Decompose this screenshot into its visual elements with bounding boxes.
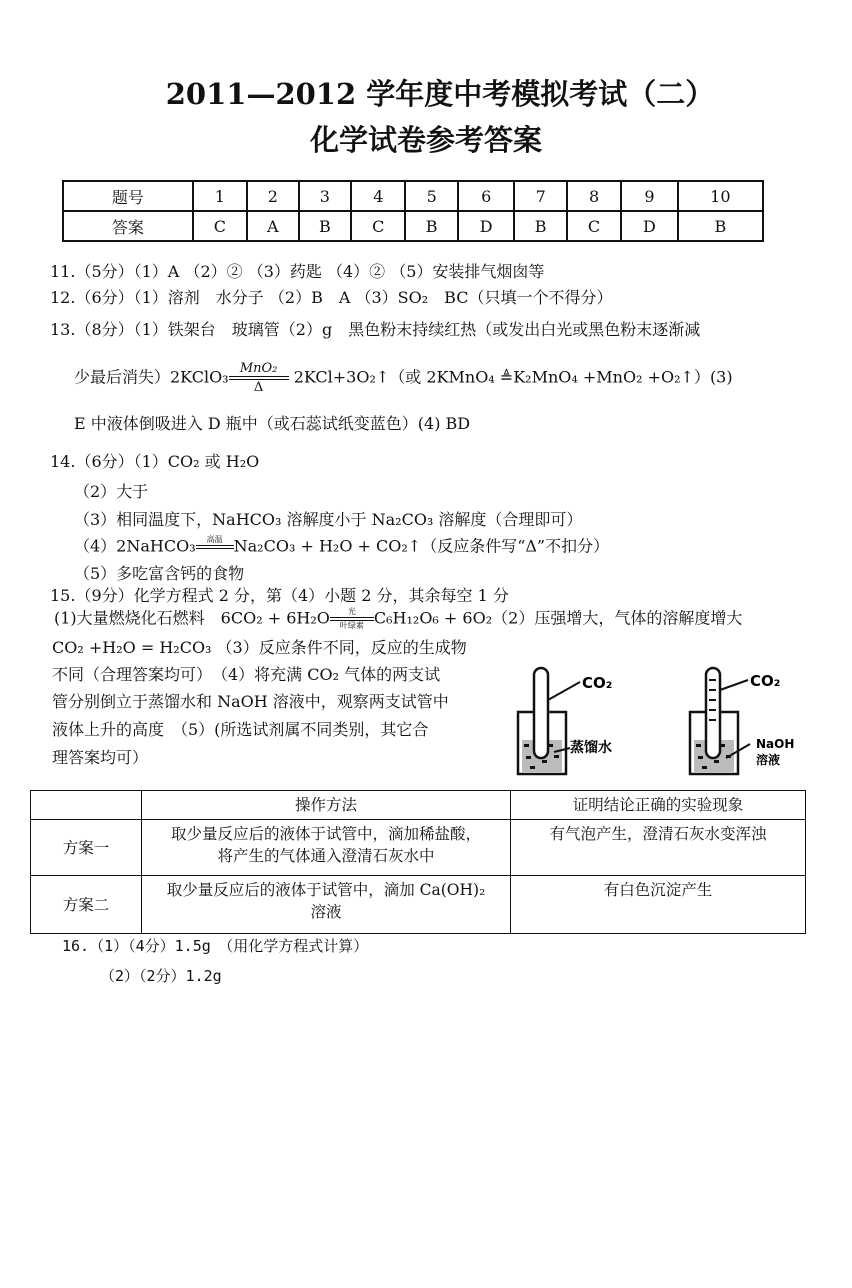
text: 取少量反应后的液体于试管中，滴加稀盐酸，	[170, 825, 481, 843]
heat-symbol: Δ	[253, 380, 264, 395]
answer-cell: B	[514, 211, 566, 241]
plan-name: 方案二	[31, 876, 142, 934]
condition: 叶绿素	[339, 621, 364, 630]
answer-q14-p3: （3）相同温度下，NaHCO₃ 溶解度小于 Na₂CO₃ 溶解度（合理即可）	[74, 510, 583, 529]
document-subtitle: 化学试卷参考答案	[309, 123, 542, 157]
question-number: 9	[621, 181, 678, 211]
condition: 高温	[206, 535, 223, 544]
table-row	[31, 876, 806, 934]
answer-q11: 11.（5分）（1）A （2）② （3）药匙 （4）② （5）安装排气烟囱等	[50, 262, 545, 281]
answer-cell: A	[247, 211, 299, 241]
column-header: 操作方法	[142, 791, 511, 820]
question-number: 5	[405, 181, 457, 211]
liquid-label: 溶液	[756, 753, 781, 767]
answer-cell: C	[567, 211, 621, 241]
plan-result: 有白色沉淀产生	[511, 876, 806, 934]
condition: 光	[347, 607, 356, 616]
column-header: 证明结论正确的实验现象	[511, 791, 806, 820]
answer-q15-l2: CO₂ +H₂O = H₂CO₃ （3）反应条件不同，反应的生成物	[52, 638, 467, 657]
text: 取少量反应后的液体于试管中，滴加 Ca(OH)₂	[166, 881, 486, 899]
answer-q13-line1: 13.（8分）（1）铁架台 玻璃管（2）g 黑色粉末持续红热（或发出白光或黑色粉末逐渐减	[50, 320, 701, 339]
answer-q13-line3: E 中液体倒吸进入 D 瓶中（或石蕊试纸变蓝色）(4) BD	[74, 414, 471, 433]
question-number: 4	[351, 181, 405, 211]
text: C₆H₁₂O₆ + 6O₂（2）压强增大，气体的溶解度增大	[373, 608, 743, 628]
plan-result: 有气泡产生，澄清石灰水变浑浊	[511, 820, 806, 876]
answer-q16-l2: （2）（2分）1.2g	[100, 967, 222, 985]
answer-q14-p2: （2）大于	[74, 482, 149, 501]
catalyst: MnO₂	[239, 361, 278, 376]
answer-q15-head: 15.（9分）化学方程式 2 分，第（4）小题 2 分，其余每空 1 分	[50, 586, 509, 605]
answer-cell: C	[193, 211, 247, 241]
question-number: 7	[514, 181, 566, 211]
table-header-row	[31, 791, 806, 820]
answer-q12: 12.（6分）（1）溶剂 水分子 （2）B A （3）SO₂ BC（只填一个不得分）	[50, 288, 613, 307]
document-title: 2011—2012 学年度中考模拟考试（二）	[165, 77, 715, 111]
text: 2KCl+3O₂↑（或 2KMnO₄ ≜K₂MnO₄ +MnO₂ +O₂↑）(3)	[288, 367, 733, 387]
question-number: 3	[299, 181, 351, 211]
experiment-diagram	[510, 660, 830, 785]
answer-cell: D	[458, 211, 515, 241]
answer-q13-line2	[74, 362, 733, 394]
text: 溶液	[310, 903, 342, 921]
beaker-naoh-solution	[690, 668, 794, 774]
answer-cell: C	[351, 211, 405, 241]
row-header: 答案	[63, 211, 193, 241]
question-number: 6	[458, 181, 515, 211]
plan-method	[142, 876, 511, 934]
gas-label: CO₂	[750, 672, 781, 690]
answer-q15-l6: 理答案均可）	[52, 748, 149, 767]
text: 少最后消失）2KClO₃	[74, 367, 229, 387]
row-header: 题号	[63, 181, 193, 211]
answer-q15-l4: 管分别倒立于蒸馏水和 NaOH 溶液中，观察两支试管中	[52, 692, 449, 711]
question-number: 2	[247, 181, 299, 211]
answer-cell: B	[405, 211, 457, 241]
text: 将产生的气体通入澄清石灰水中	[217, 847, 435, 865]
question-number: 1	[193, 181, 247, 211]
answer-table	[62, 180, 764, 242]
experiment-plan-table	[30, 790, 806, 934]
question-number: 8	[567, 181, 621, 211]
table-row	[63, 211, 763, 241]
reaction-condition	[229, 362, 289, 394]
beaker-distilled-water	[518, 668, 612, 774]
liquid-label: NaOH	[756, 737, 795, 751]
answer-cell: D	[621, 211, 678, 241]
text: Na₂CO₃ + H₂O + CO₂↑（反应条件写“Δ”不扣分）	[233, 536, 610, 556]
liquid-label: 蒸馏水	[570, 740, 612, 756]
answer-q15-l3: 不同（合理答案均可） （4）将充满 CO₂ 气体的两支试	[52, 665, 441, 684]
answer-q16-l1: 16.（1）（4分）1.5g （用化学方程式计算）	[62, 937, 369, 955]
reaction-condition	[196, 536, 234, 558]
table-row	[31, 820, 806, 876]
answer-q14-p5: （5）多吃富含钙的食物	[74, 564, 245, 583]
question-number: 10	[678, 181, 763, 211]
text: (1)大量燃烧化石燃料 6CO₂ + 6H₂O	[54, 608, 330, 628]
plan-name: 方案一	[31, 820, 142, 876]
answer-q14-p4	[74, 536, 609, 558]
answer-cell: B	[299, 211, 351, 241]
column-header	[31, 791, 142, 820]
gas-label: CO₂	[582, 674, 613, 692]
answer-q14-head: 14.（6分）（1）CO₂ 或 H₂O	[50, 452, 260, 471]
reaction-condition	[330, 608, 374, 630]
answer-q15-l5: 液体上升的高度 （5）(所选试剂属不同类别，其它合	[52, 720, 429, 739]
plan-method	[142, 820, 511, 876]
text: （4）2NaHCO₃	[74, 536, 196, 556]
table-row	[63, 181, 763, 211]
answer-q15-l1	[54, 608, 742, 630]
answer-cell: B	[678, 211, 763, 241]
